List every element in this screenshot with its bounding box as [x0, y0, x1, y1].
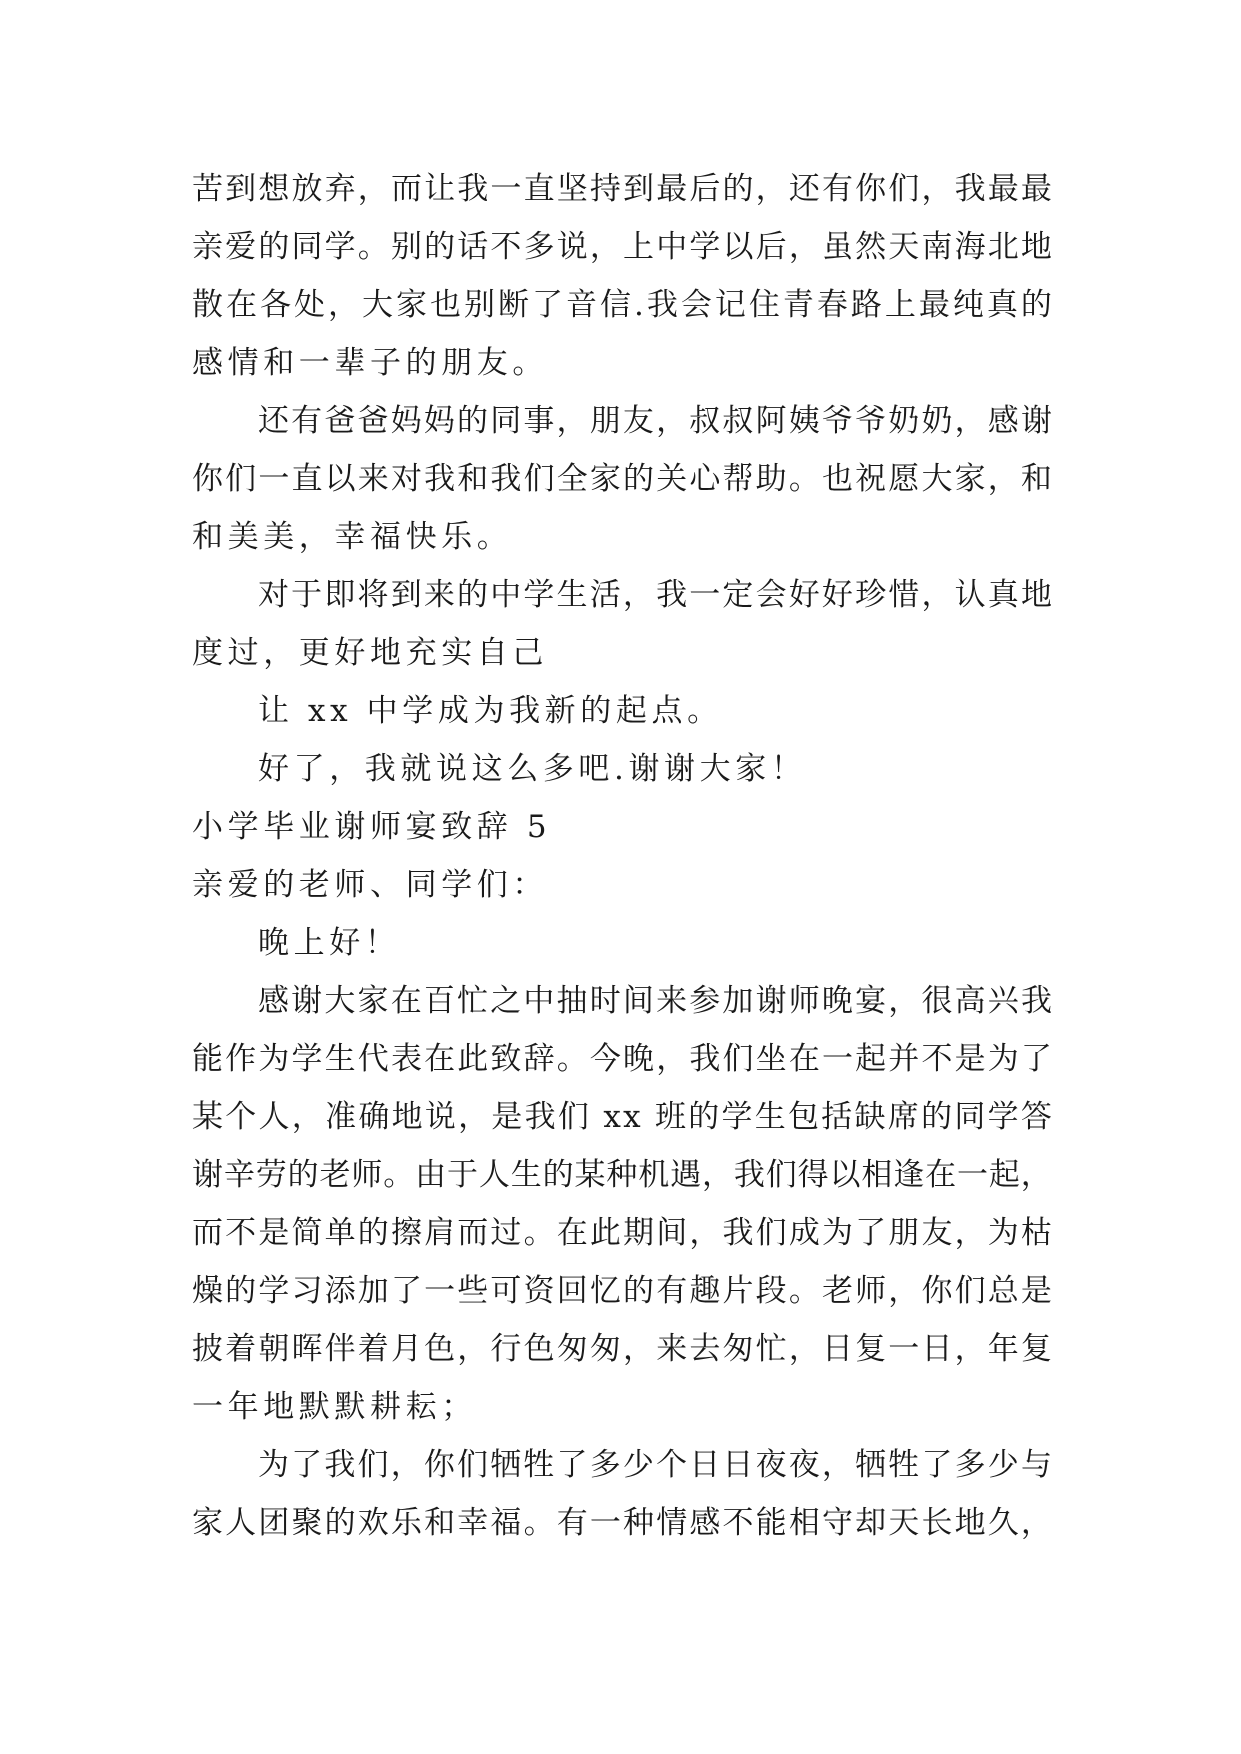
paragraph-first-line: 还 有 爸 爸 妈 妈 的 同 事 ， 朋 友 ， 叔 叔 阿 姨 爷 爷 奶 奶 ， 感 谢: [258, 403, 1052, 439]
text-line: 和美美，幸福快乐。: [192, 519, 513, 555]
text-line: 家 人 团 聚 的 欢 乐 和 幸 福 。 有 一 种 情 感 不 能 相 守 却 天 长 地 久 ，: [192, 1505, 1052, 1541]
section-heading: 小学毕业谢师宴致辞 5: [192, 809, 552, 845]
text-line: 你 们 一 直 以 来 对 我 和 我 们 全 家 的 关 心 帮 助 。 也 祝 愿 大 家 ， 和: [192, 461, 1052, 497]
text-line: 度过，更好地充实自己: [192, 635, 548, 671]
paragraph-first-line: 对 于 即 将 到 来 的 中 学 生 活 ， 我 一 定 会 好 好 珍 惜 ， 认 真 地: [258, 577, 1052, 613]
text-line: 披 着 朝 晖 伴 着 月 色 ， 行 色 匆 匆 ， 来 去 匆 忙 ， 日 复 一 日 ， 年 复: [192, 1331, 1052, 1367]
salutation: 亲爱的老师、同学们：: [192, 867, 548, 903]
paragraph-first-line: 让 xx 中学成为我新的起点。: [258, 693, 723, 729]
greeting: 晚上好！: [258, 925, 401, 961]
text-line: 散 在 各 处 ， 大 家 也 别 断 了 音 信 . 我 会 记 住 青 春 路 上 最 纯 真 的: [192, 287, 1052, 323]
text-line: 谢 辛 劳 的 老 师 。 由 于 人 生 的 某 种 机 遇 ， 我 们 得 以 相 逢 在 一 起 ，: [192, 1157, 1052, 1193]
paragraph-first-line: 好了，我就说这么多吧.谢谢大家！: [258, 751, 807, 787]
text-line: 能 作 为 学 生 代 表 在 此 致 辞 。 今 晚 ， 我 们 坐 在 一 起 并 不 是 为 了: [192, 1041, 1052, 1077]
text-line: 苦 到 想 放 弃 ， 而 让 我 一 直 坚 持 到 最 后 的 ， 还 有 你 们 ， 我 最 最: [192, 171, 1052, 207]
paragraph-first-line: 为 了 我 们 ， 你 们 牺 牲 了 多 少 个 日 日 夜 夜 ， 牺 牲 了 多 少 与: [258, 1447, 1052, 1483]
text-line: 亲 爱 的 同 学 。 别 的 话 不 多 说 ， 上 中 学 以 后 ， 虽 然 天 南 海 北 地: [192, 229, 1052, 265]
paragraph-first-line: 感 谢 大 家 在 百 忙 之 中 抽 时 间 来 参 加 谢 师 晚 宴 ， 很 高 兴 我: [258, 983, 1052, 1019]
text-line: 某 个 人 ， 准 确 地 说 ， 是 我 们 x x 班 的 学 生 包 括 缺 席 的 同 学 答: [192, 1099, 1052, 1135]
text-line: 燥 的 学 习 添 加 了 一 些 可 资 回 忆 的 有 趣 片 段 。 老 师 ， 你 们 总 是: [192, 1273, 1052, 1309]
text-line: 一年地默默耕耘；: [192, 1389, 477, 1425]
document-body: [192, 160, 1052, 1552]
text-line: 而 不 是 简 单 的 擦 肩 而 过 。 在 此 期 间 ， 我 们 成 为 了 朋 友 ， 为 枯: [192, 1215, 1052, 1251]
text-line: 感情和一辈子的朋友。: [192, 345, 548, 381]
